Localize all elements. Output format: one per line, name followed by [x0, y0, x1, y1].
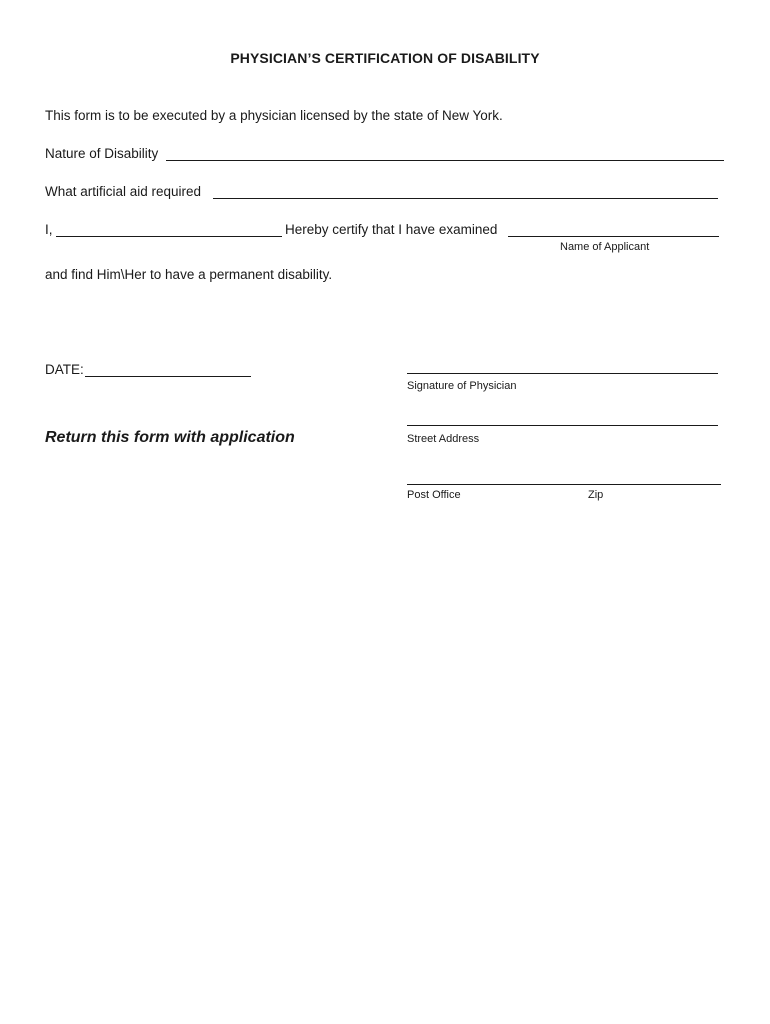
return-form-instruction: Return this form with application: [45, 429, 295, 446]
form-title: PHYSICIAN’S CERTIFICATION OF DISABILITY: [230, 50, 540, 66]
date-field[interactable]: [85, 376, 251, 377]
physician-name-field[interactable]: [56, 236, 282, 237]
permanent-disability-text: and find Him\Her to have a permanent disability.: [45, 267, 333, 282]
nature-of-disability-label: Nature of Disability: [45, 146, 159, 161]
artificial-aid-label: What artificial aid required: [45, 184, 202, 199]
post-office-zip-field[interactable]: [407, 484, 721, 485]
i-label: I,: [45, 222, 53, 237]
signature-of-physician-caption: Signature of Physician: [407, 380, 517, 392]
nature-of-disability-field[interactable]: [166, 160, 724, 161]
street-address-caption: Street Address: [407, 433, 480, 445]
date-label: DATE:: [45, 362, 84, 377]
zip-caption: Zip: [588, 489, 604, 501]
applicant-name-field[interactable]: [508, 236, 719, 237]
name-of-applicant-caption: Name of Applicant: [560, 241, 650, 253]
certify-label: Hereby certify that I have examined: [285, 222, 498, 237]
physician-signature-field[interactable]: [407, 373, 718, 374]
artificial-aid-field[interactable]: [213, 198, 718, 199]
post-office-caption: Post Office: [407, 489, 461, 501]
intro-text: This form is to be executed by a physician licensed by the state of New York.: [45, 108, 503, 123]
street-address-field[interactable]: [407, 425, 718, 426]
